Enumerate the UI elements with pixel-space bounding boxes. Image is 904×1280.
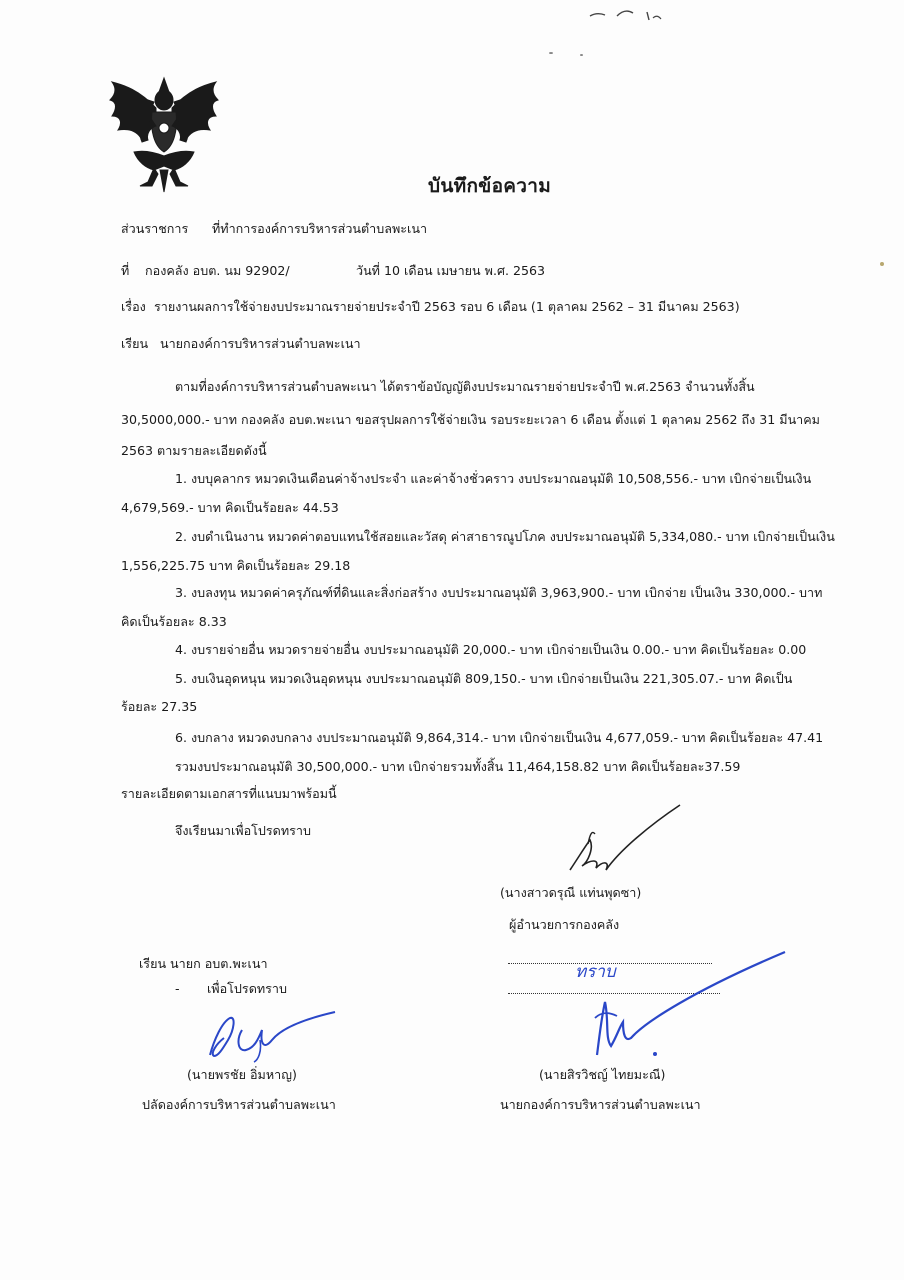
stray-pen-marks	[585, 2, 675, 32]
item-1-line-2: 4,679,569.- บาท คิดเป็นร้อยละ 44.53	[121, 500, 339, 515]
speck	[880, 262, 884, 266]
item-2-line-2: 1,556,225.75 บาท คิดเป็นร้อยละ 29.18	[121, 558, 351, 573]
item-5-line-2: ร้อยละ 27.35	[121, 699, 198, 714]
handwritten-note: ทราบ	[575, 962, 616, 982]
agency-label: ส่วนราชการ	[121, 221, 189, 236]
item-2-line-1: 2. งบดำเนินงาน หมวดค่าตอบแทนใช้สอยและวัสดุ ค่าสาธารณูปโภค งบประมาณอนุมัติ 5,334,080.- บาท เบิกจ่ายเป็นเงิน	[175, 529, 835, 544]
item-6-line-1: 6. งบกลาง หมวดงบกลาง งบประมาณอนุมัติ 9,864,314.- บาท เบิกจ่ายเป็นเงิน 4,677,059.- บาท คิดเป็นร้อยละ 47.41	[175, 730, 824, 745]
subject-value: รายงานผลการใช้จ่ายงบประมาณรายจ่ายประจำปี 2563 รอบ 6 เดือน (1 ตุลาคม 2562 – 31 มีนาคม 2563)	[154, 299, 740, 314]
total-line-2: รายละเอียดตามเอกสารที่แนบมาพร้อมนี้	[121, 786, 337, 801]
intro-line-2: 30,5000,000.- บาท กองคลัง อบต.พะเนา ขอสรุปผลการใช้จ่ายเงิน รอบระยะเวลา 6 เดือน ตั้งแต่ 1 ตุลาคม 2562 ถึง 31 มีนาคม	[121, 412, 820, 427]
closing-line: จึงเรียนมาเพื่อโปรดทราบ	[175, 823, 311, 838]
to-value: นายกองค์การบริหารส่วนตำบลพะเนา	[160, 336, 361, 351]
chief-executive-name: (นายสิรวิชญ์ ไทยมะณี)	[539, 1067, 666, 1082]
item-1-line-1: 1. งบบุคลากร หมวดเงินเดือนค่าจ้างประจำ และค่าจ้างชั่วคราว งบประมาณอนุมัติ 10,508,556.- บาท เบิกจ่ายเป็นเงิน	[175, 471, 812, 486]
chief-executive-signature	[575, 950, 790, 1065]
intro-line-3: 2563 ตามรายละเอียดดังนี้	[121, 443, 267, 458]
deputy-name: (นายพรชัย อิ่มหาญ)	[187, 1067, 297, 1082]
finance-director-title: ผู้อำนวยการกองคลัง	[509, 917, 620, 932]
garuda-emblem-icon	[104, 70, 224, 195]
speck	[580, 54, 583, 56]
memo-date: วันที่ 10 เดือน เมษายน พ.ศ. 2563	[356, 263, 545, 278]
subject-label: เรื่อง	[121, 299, 146, 314]
agency-value: ที่ทำการองค์การบริหารส่วนตำบลพะเนา	[212, 221, 428, 236]
ref-label: ที่	[121, 263, 130, 278]
item-3-line-1: 3. งบลงทุน หมวดค่าครุภัณฑ์ที่ดินและสิ่งก่อสร้าง งบประมาณอนุมัติ 3,963,900.- บาท เบิกจ่าย เป็นเงิน 330,000.- บาท	[175, 585, 823, 600]
chief-executive-title: นายกองค์การบริหารส่วนตำบลพะเนา	[500, 1097, 701, 1112]
ref-value: กองคลัง อบต. นม 92902/	[145, 263, 290, 278]
memo-title: บันทึกข้อความ	[428, 175, 552, 197]
item-4-line-1: 4. งบรายจ่ายอื่น หมวดรายจ่ายอื่น งบประมาณอนุมัติ 20,000.- บาท เบิกจ่ายเป็นเงิน 0.00.- บาท คิดเป็นร้อยละ 0.00	[175, 642, 807, 657]
route-to: เรียน นายก อบต.พะเนา	[139, 956, 268, 971]
to-label: เรียน	[121, 336, 149, 351]
route-purpose: เพื่อโปรดทราบ	[207, 981, 288, 996]
speck	[549, 52, 553, 54]
finance-director-name: (นางสาวดรุณี แท่นพุดซา)	[500, 885, 642, 900]
intro-line-1: ตามที่องค์การบริหารส่วนตำบลพะเนา ได้ตราข้อบัญญัติงบประมาณรายจ่ายประจำปี พ.ศ.2563 จำนวนทั้งสิ้น	[175, 379, 755, 394]
deputy-signature	[200, 1000, 340, 1065]
deputy-title: ปลัดองค์การบริหารส่วนตำบลพะเนา	[142, 1097, 336, 1112]
route-dash: -	[175, 981, 180, 996]
total-line-1: รวมงบประมาณอนุมัติ 30,500,000.- บาท เบิกจ่ายรวมทั้งสิ้น 11,464,158.82 บาท คิดเป็นร้อยละ37.59	[175, 759, 741, 774]
item-3-line-2: คิดเป็นร้อยละ 8.33	[121, 614, 227, 629]
item-5-line-1: 5. งบเงินอุดหนุน หมวดเงินอุดหนุน งบประมาณอนุมัติ 809,150.- บาท เบิกจ่ายเป็นเงิน 221,305.07.- บาท คิดเป็น	[175, 671, 793, 686]
finance-director-signature	[560, 800, 690, 880]
